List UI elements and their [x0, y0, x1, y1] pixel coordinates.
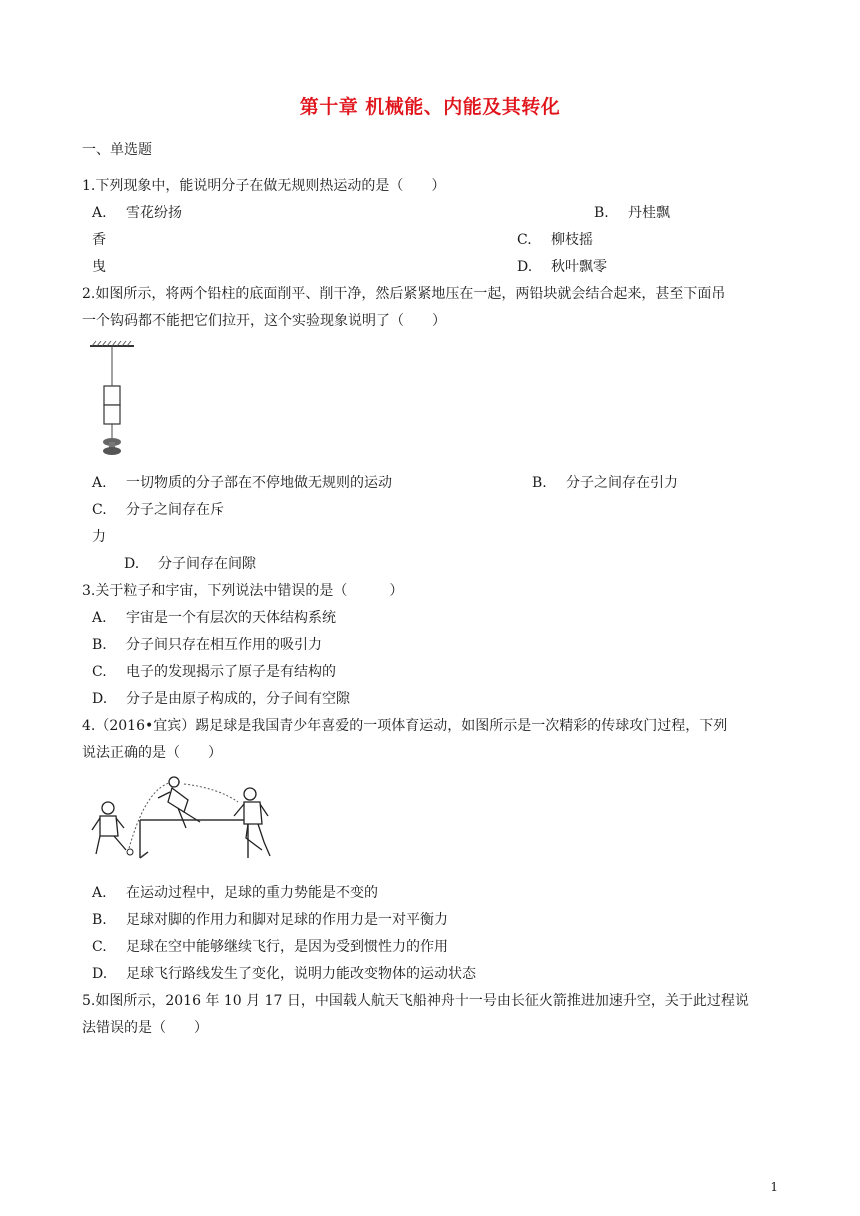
soccer-pass-figure [88, 768, 292, 868]
q1-d-text: 秋叶飘零 [551, 259, 607, 275]
q2-d-text: 分子间存在间隙 [158, 556, 256, 572]
q4-c-letter: C. [92, 939, 107, 955]
q2-c-letter: C. [92, 502, 107, 518]
q4-b-letter: B. [92, 912, 107, 928]
q3-b-text: 分子间只存在相互作用的吸引力 [126, 637, 322, 653]
q4-option-b [92, 910, 448, 930]
q2-option-d [124, 554, 256, 574]
q3-option-c [92, 662, 336, 682]
q1-b-text: 丹桂飘 [628, 205, 670, 221]
q4-stem-line1: 4.（2016•宜宾）踢足球是我国青少年喜爱的一项体育运动，如图所示是一次精彩的传球攻门过程，下列 [82, 718, 728, 734]
q2-option-c-wrap: 力 [92, 529, 106, 545]
q3-option-a [92, 608, 336, 628]
q1-stem: 1.下列现象中，能说明分子在做无规则热运动的是（ ） [82, 178, 446, 194]
q2-stem-line2: 一个钩码都不能把它们拉开，这个实验现象说明了（ ） [82, 313, 446, 329]
q3-d-text: 分子是由原子构成的，分子间有空隙 [126, 691, 350, 707]
q4-option-d [92, 964, 476, 984]
document-title: 第十章 机械能、内能及其转化 [299, 96, 561, 118]
q2-a-letter: A. [92, 475, 107, 491]
q2-b-text: 分子之间存在引力 [566, 475, 678, 491]
q2-c-text: 分子之间存在斥 [126, 502, 224, 518]
q1-b-letter: B. [594, 205, 609, 221]
q3-a-letter: A. [92, 610, 107, 626]
q2-option-c [92, 500, 224, 520]
q1-option-a [92, 203, 182, 223]
q4-option-c [92, 937, 448, 957]
q4-option-a [92, 883, 378, 903]
q1-option-b [594, 203, 670, 223]
q3-c-letter: C. [92, 664, 107, 680]
q1-c-text: 柳枝摇 [551, 232, 593, 248]
q3-option-b [92, 635, 322, 655]
q3-option-d [92, 689, 350, 709]
q1-d-letter: D. [517, 259, 533, 275]
q4-d-text: 足球飞行路线发生了变化，说明力能改变物体的运动状态 [126, 966, 476, 982]
q1-option-d [517, 257, 607, 277]
q2-option-a [92, 473, 392, 493]
q3-a-text: 宇宙是一个有层次的天体结构系统 [126, 610, 336, 626]
q2-a-text: 一切物质的分子部在不停地做无规则的运动 [126, 475, 392, 491]
q4-b-text: 足球对脚的作用力和脚对足球的作用力是一对平衡力 [126, 912, 448, 928]
q3-c-text: 电子的发现揭示了原子是有结构的 [126, 664, 336, 680]
q5-stem-line2: 法错误的是（ ） [82, 1020, 208, 1036]
q4-stem-line2: 说法正确的是（ ） [82, 745, 222, 761]
q2-option-b [532, 473, 678, 493]
q4-d-letter: D. [92, 966, 108, 982]
q1-option-c-wrap: 曳 [92, 259, 106, 275]
q3-d-letter: D. [92, 691, 108, 707]
q2-b-letter: B. [532, 475, 547, 491]
q3-stem: 3.关于粒子和宇宙，下列说法中错误的是（ ） [82, 583, 404, 599]
q1-a-text: 雪花纷扬 [126, 205, 182, 221]
q4-c-text: 足球在空中能够继续飞行，是因为受到惯性力的作用 [126, 939, 448, 955]
q1-a-letter: A. [92, 205, 107, 221]
lead-cylinders-figure [86, 338, 142, 460]
section-heading: 一、单选题 [82, 142, 152, 158]
q2-d-letter: D. [124, 556, 140, 572]
q1-option-b-wrap: 香 [92, 232, 106, 248]
q4-a-letter: A. [92, 885, 107, 901]
q1-c-letter: C. [517, 232, 532, 248]
q5-stem-line1: 5.如图所示，2016 年 10 月 17 日，中国载人航天飞船神舟十一号由长征火箭推进加速升空，关于此过程说 [82, 993, 749, 1009]
q3-b-letter: B. [92, 637, 107, 653]
q2-stem-line1: 2.如图所示，将两个铅柱的底面削平、削干净，然后紧紧地压在一起，两铅块就会结合起来，甚至下面吊 [82, 286, 726, 302]
q1-option-c [517, 230, 593, 250]
q4-a-text: 在运动过程中，足球的重力势能是不变的 [126, 885, 378, 901]
page-number: 1 [770, 1180, 778, 1194]
